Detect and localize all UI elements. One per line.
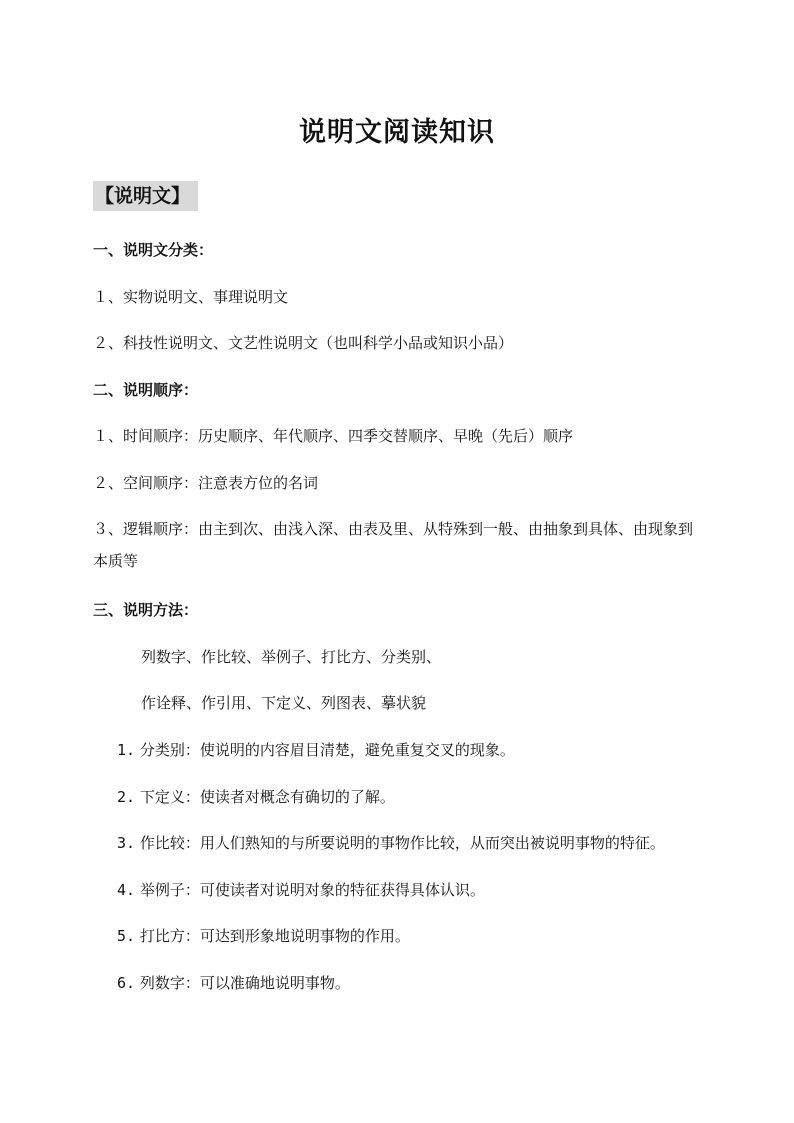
method-detail-number: 2. [117, 788, 136, 806]
method-detail-row [117, 740, 515, 760]
order-item-1: １、时间顺序：历史顺序、年代顺序、四季交替顺序、早晚（先后）顺序 [93, 427, 574, 445]
section-tag: 【说明文】 [93, 181, 198, 211]
method-detail-row [117, 787, 395, 807]
order-item-2: ２、空间顺序：注意表方位的名词 [93, 474, 319, 492]
order-item-3: ３、逻辑顺序：由主到次、由浅入深、由表及里、从特殊到一般、由抽象到具体、由现象到本质等 [93, 520, 694, 570]
method-detail-text: 作比较：用人们熟知的与所要说明的事物作比较，从而突出被说明事物的特征。 [139, 834, 665, 852]
method-detail-number: 5. [117, 927, 136, 945]
method-detail-row [117, 926, 410, 946]
heading-classification: 一、说明文分类： [93, 241, 214, 259]
method-detail-text: 列数字：可以准确地说明事物。 [139, 974, 350, 992]
method-detail-number: 1. [117, 741, 136, 759]
methods-list-line-2: 作诠释、作引用、下定义、列图表、摹状貌 [141, 694, 427, 712]
method-detail-text: 举例子：可使读者对说明对象的特征获得具体认识。 [139, 881, 485, 899]
method-detail-number: 3. [117, 834, 136, 852]
method-detail-text: 下定义：使读者对概念有确切的了解。 [139, 788, 395, 806]
methods-list-line-1: 列数字、作比较、举例子、打比方、分类别、 [141, 648, 442, 666]
method-detail-row [117, 973, 350, 993]
heading-order: 二、说明顺序： [93, 381, 199, 399]
method-detail-row [117, 833, 665, 853]
method-detail-text: 打比方：可达到形象地说明事物的作用。 [139, 927, 410, 945]
method-detail-number: 4. [117, 881, 136, 899]
heading-methods: 三、说明方法： [93, 601, 199, 619]
method-detail-text: 分类别：使说明的内容眉目清楚，避免重复交叉的现象。 [139, 741, 515, 759]
method-detail-number: 6. [117, 974, 136, 992]
classification-item-2: ２、科技性说明文、文艺性说明文（也叫科学小品或知识小品） [93, 334, 514, 352]
classification-item-1: １、实物说明文、事理说明文 [93, 288, 289, 306]
method-detail-row [117, 880, 485, 900]
page-title: 说明文阅读知识 [299, 117, 495, 148]
